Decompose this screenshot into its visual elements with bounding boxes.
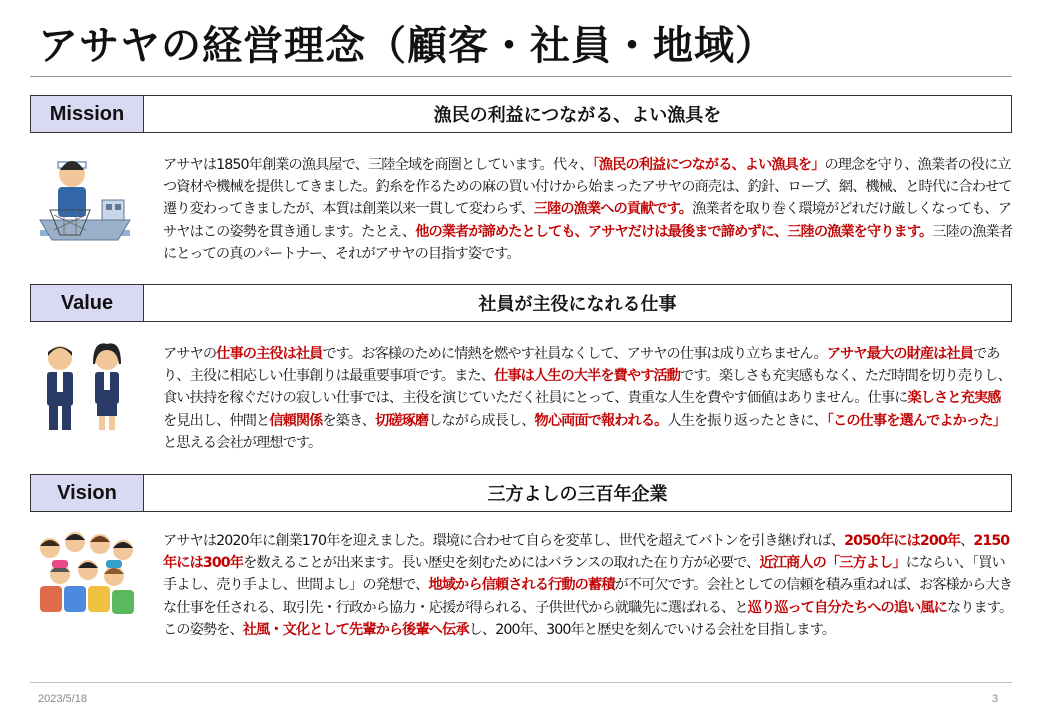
vision-band bbox=[30, 474, 1012, 512]
highlight-text: 楽しさと充実感 bbox=[907, 390, 1001, 407]
page-number: 3 bbox=[992, 693, 999, 705]
value-label: Value bbox=[31, 285, 144, 321]
body-text: アサヤの bbox=[163, 346, 217, 362]
body-text: を見出し、仲間と bbox=[163, 412, 270, 429]
value-band bbox=[30, 284, 1012, 322]
highlight-text: 近江商人の「三方よし」 bbox=[759, 555, 906, 572]
body-text: にならい、「買い手よし、売り手よし、世間よし」の発想で、 bbox=[163, 555, 1005, 594]
body-text: であり、主役に相応しい仕事創りは最重要事項です。また、 bbox=[163, 346, 1000, 385]
page-title: アサヤの経営理念（顧客・社員・地域） bbox=[38, 23, 776, 69]
footer-divider bbox=[30, 682, 1012, 683]
title-divider bbox=[30, 76, 1012, 77]
body-text: と思える会社が理想です。 bbox=[163, 434, 322, 451]
body-text: の理念を守り、漁業者の役に立つ資材や機械を提供してきました。釣糸を作るための麻の買い付けから始まったアサヤの商売は、釣針、ロープ、網、機械、と時代に合わせて遷り変わってきましたが、本質は創業以来一貫して変わらず、 bbox=[163, 157, 1012, 218]
vision-text bbox=[163, 530, 1013, 641]
vision-label: Vision bbox=[31, 475, 144, 511]
mission-band bbox=[30, 95, 1012, 133]
body-text: です。お客様のために情熱を燃やす社員なくして、アサヤの仕事は成り立ちません。 bbox=[322, 346, 827, 362]
body-text: アサヤは2020年に創業170年を迎えました。環境に合わせて自らを変革し、世代を超えてバトンを引き継げれば、 bbox=[163, 533, 845, 549]
highlight-text: アサヤ最大の財産は社員 bbox=[826, 346, 974, 362]
highlight-text: 「漁民の利益につながる、よい漁具を」 bbox=[592, 157, 825, 173]
value-heading: 社員が主役になれる仕事 bbox=[478, 294, 677, 315]
body-text: なります。この姿勢を、 bbox=[163, 599, 1013, 638]
highlight-text: 仕事の主役は社員 bbox=[216, 346, 323, 362]
body-text: し、200年、300年と歴史を刻んでいける会社を目指します。 bbox=[468, 621, 836, 638]
body-text: を築き、 bbox=[322, 412, 376, 429]
highlight-text: 社風・文化として先輩から後輩へ伝承 bbox=[242, 621, 469, 638]
body-text: です。楽しさも充実感もなく、ただ時間を切り売りし、食い扶持を稼ぐだけの寂しい仕事では、主役を演じていただく社員にとって、貴重な人生を費やす価値はありません。仕事に bbox=[163, 368, 1011, 407]
highlight-text: 他の業者が諦めたとしても、アサヤだけは最後まで諦めずに、三陸の漁業を守ります。 bbox=[415, 223, 933, 240]
mission-label: Mission bbox=[31, 96, 144, 132]
fisherman-boat-icon bbox=[30, 150, 140, 264]
highlight-text: 地域から信頼される行動の蓄積 bbox=[428, 577, 615, 594]
vision-heading: 三方よしの三百年企業 bbox=[487, 484, 668, 505]
value-text bbox=[163, 343, 1013, 454]
highlight-text: 仕事は人生の大半を費やす活動 bbox=[494, 368, 681, 385]
body-text: 漁業者を取り巻く環境がどれだけ厳しくなっても、アサヤはこの姿勢を貫き通します。たとえ、 bbox=[163, 201, 1012, 240]
body-text: 人生を振り返ったときに、 bbox=[667, 412, 827, 429]
mission-text bbox=[163, 154, 1013, 265]
highlight-text: 信頼関係 bbox=[269, 412, 323, 429]
highlight-text: 巡り巡って自分たちへの追い風に bbox=[747, 599, 947, 616]
crowd-icon bbox=[30, 528, 142, 624]
body-text: が不可欠です。会社としての信頼を積み重ねれば、お客様から大きな仕事を任される、取引先・行政から協力・応援が得られる、子供世代から就職先に選ばれる、と bbox=[163, 577, 1012, 616]
body-text: しながら成長し、 bbox=[428, 412, 535, 429]
employees-icon bbox=[35, 340, 135, 439]
highlight-text: 三陸の漁業への貢献です。 bbox=[533, 201, 693, 218]
body-text: 、 bbox=[960, 533, 974, 549]
body-text: アサヤは1850年創業の漁具屋で、三陸全域を商圏としています。代々、 bbox=[163, 157, 593, 173]
highlight-text: 切磋琢磨 bbox=[375, 412, 429, 429]
highlight-text: 「この仕事を選んでよかった」 bbox=[826, 412, 1006, 429]
body-text: を数えることが出来ます。長い歴史を刻むためにはバランスの取れた在り方が必要で、 bbox=[243, 555, 760, 572]
mission-heading: 漁民の利益につながる、よい漁具を bbox=[433, 105, 722, 126]
body-text: 三陸の漁業者にとっての真のパートナー、それがアサヤの目指す姿です。 bbox=[163, 223, 1013, 262]
highlight-text: 2050年には200年 bbox=[844, 533, 961, 549]
highlight-text: 2150年には300年 bbox=[163, 533, 1010, 572]
highlight-text: 物心両面で報われる。 bbox=[534, 412, 668, 429]
footer-date: 2023/5/18 bbox=[38, 693, 87, 705]
